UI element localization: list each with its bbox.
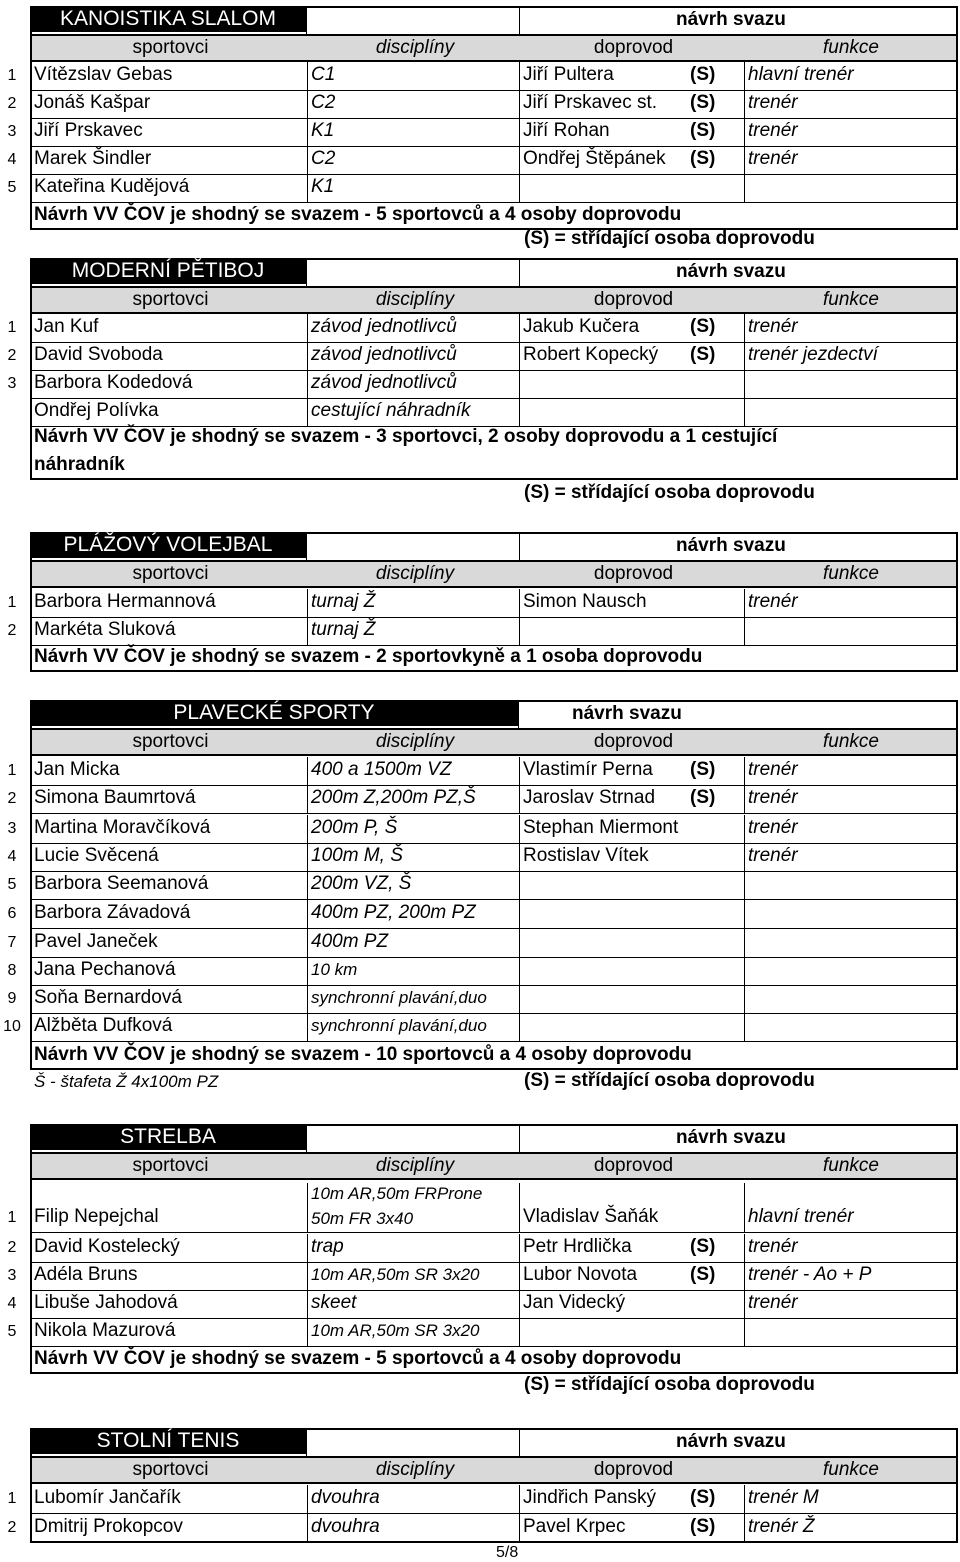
discipline: skeet (311, 1292, 357, 1313)
table-row (0, 1318, 960, 1346)
section-title: PLÁŽOVÝ VOLEJBAL (30, 532, 306, 558)
athlete-name: Lubomír Jančařík (34, 1487, 181, 1508)
row-number: 3 (7, 123, 17, 140)
section-title: PLAVECKÉ SPORTY (30, 700, 518, 726)
substitute-mark: (S) (690, 759, 716, 780)
athlete-name: Filip Nepejchal (34, 1206, 159, 1227)
table-row (0, 843, 960, 871)
table-row (0, 957, 960, 985)
header-funkce: funkce (823, 1459, 879, 1480)
section-title: STOLNÍ TENIS (30, 1428, 306, 1454)
substitute-mark: (S) (690, 1516, 716, 1537)
escort-name: Simon Nausch (523, 591, 647, 612)
header-sportovci: sportovci (132, 1459, 209, 1480)
table-row (0, 1290, 960, 1318)
athlete-name: Marek Šindler (34, 148, 152, 169)
header-funkce: funkce (823, 37, 879, 58)
discipline: závod jednotlivců (311, 316, 457, 337)
row-number: 3 (7, 375, 17, 392)
table-row (0, 398, 960, 426)
escort-role: trenér (748, 120, 798, 141)
discipline: 10 km (311, 960, 358, 979)
table-row (0, 370, 960, 398)
discipline: 10m AR,50m SR 3x20 (311, 1265, 480, 1284)
athlete-name: Martina Moravčíková (34, 817, 211, 838)
table-row (0, 617, 960, 645)
table-row (0, 1183, 960, 1232)
row-number: 1 (7, 319, 17, 336)
discipline: závod jednotlivců (311, 372, 457, 393)
row-number: 2 (7, 95, 17, 112)
escort-role: trenér (748, 787, 798, 808)
discipline: 100m M, Š (311, 845, 403, 866)
discipline: K1 (311, 176, 335, 197)
escort-role: trenér (748, 591, 798, 612)
row-number: 5 (7, 179, 17, 196)
header-funkce: funkce (823, 563, 879, 584)
row-number: 2 (7, 622, 17, 639)
athlete-name: Nikola Mazurová (34, 1320, 176, 1341)
athlete-name: Markéta Sluková (34, 619, 176, 640)
column-header-row (30, 728, 958, 756)
substitute-mark: (S) (690, 92, 716, 113)
table-row (0, 146, 960, 174)
escort-role: trenér Ž (748, 1516, 815, 1537)
table-row (0, 589, 960, 617)
athlete-name: Barbora Hermannová (34, 591, 216, 612)
header-funkce: funkce (823, 731, 879, 752)
escort-name: Ondřej Štěpánek (523, 148, 666, 169)
athlete-name: David Svoboda (34, 344, 163, 365)
escort-name: Lubor Novota (523, 1264, 638, 1285)
athlete-name: Kateřina Kudějová (34, 176, 190, 197)
discipline: 400m PZ, 200m PZ (311, 902, 476, 923)
header-sportovci: sportovci (132, 37, 209, 58)
substitute-mark: (S) (690, 1264, 716, 1285)
proposal-label: návrh svazu (572, 703, 682, 724)
discipline: 10m AR,50m FRProne (311, 1184, 483, 1203)
row-number: 8 (7, 962, 17, 979)
substitute-legend: (S) = střídající osoba doprovodu (524, 1070, 815, 1091)
substitute-legend: (S) = střídající osoba doprovodu (524, 482, 815, 503)
table-row (0, 62, 960, 90)
summary-text-line2: náhradník (34, 454, 125, 475)
discipline: dvouhra (311, 1516, 380, 1537)
table-row (0, 871, 960, 899)
section-title: STRELBA (30, 1124, 306, 1150)
substitute-mark: (S) (690, 787, 716, 808)
discipline: C2 (311, 148, 336, 169)
header-discipliny: disciplíny (375, 563, 455, 584)
substitute-mark: (S) (690, 1487, 716, 1508)
section-title: MODERNÍ PĚTIBOJ (30, 258, 306, 284)
escort-name: Jiří Pultera (523, 64, 614, 85)
escort-name: Jiří Rohan (523, 120, 610, 141)
column-header-row (30, 34, 958, 62)
summary-text: Návrh VV ČOV je shodný se svazem - 3 sportovci, 2 osoby doprovodu a 1 cestující (34, 426, 778, 447)
table-row (0, 1485, 960, 1513)
escort-role: trenér M (748, 1487, 819, 1508)
row-number: 2 (7, 790, 17, 807)
column-header-row (30, 286, 958, 314)
discipline: 400m PZ (311, 931, 389, 952)
discipline: 200m VZ, Š (311, 873, 412, 894)
discipline: 200m P, Š (311, 817, 398, 838)
summary-text: Návrh VV ČOV je shodný se svazem - 5 sportovců a 4 osoby doprovodu (34, 1348, 682, 1369)
athlete-name: Lucie Svěcená (34, 845, 159, 866)
header-funkce: funkce (823, 1155, 879, 1176)
substitute-mark: (S) (690, 1236, 716, 1257)
discipline: C2 (311, 92, 336, 113)
escort-role: trenér (748, 817, 798, 838)
column-header-row (30, 560, 958, 588)
header-discipliny: disciplíny (375, 1459, 455, 1480)
summary-text: Návrh VV ČOV je shodný se svazem - 2 sportovkyně a 1 osoba doprovodu (34, 646, 703, 667)
athlete-name: Alžběta Dufková (34, 1015, 173, 1036)
athlete-name: Dmitrij Prokopcov (34, 1516, 183, 1537)
table-row (0, 900, 960, 928)
discipline: 200m Z,200m PZ,Š (311, 787, 476, 808)
row-number: 5 (7, 876, 17, 893)
table-row (0, 90, 960, 118)
escort-role: hlavní trenér (748, 64, 854, 85)
row-number: 10 (3, 1018, 21, 1035)
header-sportovci: sportovci (132, 1155, 209, 1176)
escort-name: Vladislav Šaňák (523, 1206, 659, 1227)
row-number: 1 (7, 1209, 17, 1226)
row-number: 1 (7, 1490, 17, 1507)
escort-name: Jiří Prskavec st. (523, 92, 658, 113)
table-row (0, 757, 960, 785)
escort-role: trenér (748, 148, 798, 169)
discipline: turnaj Ž (311, 591, 376, 612)
discipline: závod jednotlivců (311, 344, 457, 365)
table-row (0, 1514, 960, 1542)
athlete-name: Barbora Seemanová (34, 873, 209, 894)
substitute-mark: (S) (690, 120, 716, 141)
escort-role: trenér (748, 1292, 798, 1313)
row-number: 4 (7, 1295, 17, 1312)
discipline: cestující náhradník (311, 400, 471, 421)
escort-name: Jakub Kučera (523, 316, 640, 337)
escort-name: Stephan Miermont (523, 817, 679, 838)
discipline: 400 a 1500m VZ (311, 759, 452, 780)
table-row (0, 785, 960, 813)
header-doprovod: doprovod (593, 1459, 674, 1480)
proposal-label: návrh svazu (676, 9, 786, 30)
discipline: C1 (311, 64, 336, 85)
discipline-line2: 50m FR 3x40 (311, 1209, 414, 1228)
substitute-mark: (S) (690, 64, 716, 85)
header-discipliny: disciplíny (375, 289, 455, 310)
table-row (0, 314, 960, 342)
column-header-row (30, 1152, 958, 1180)
escort-name: Pavel Krpec (523, 1516, 626, 1537)
proposal-label: návrh svazu (676, 1127, 786, 1148)
athlete-name: Jiří Prskavec (34, 120, 143, 141)
athlete-name: Soňa Bernardová (34, 987, 182, 1008)
table-row (0, 1013, 960, 1041)
athlete-name: Pavel Janeček (34, 931, 158, 952)
row-number: 1 (7, 67, 17, 84)
discipline: synchronní plavání,duo (311, 1016, 487, 1035)
header-doprovod: doprovod (593, 563, 674, 584)
escort-role: trenér (748, 316, 798, 337)
header-discipliny: disciplíny (375, 37, 455, 58)
escort-name: Jindřich Panský (523, 1487, 657, 1508)
table-row (0, 1262, 960, 1290)
athlete-name: Jonáš Kašpar (34, 92, 151, 113)
substitute-mark: (S) (690, 344, 716, 365)
substitute-legend: (S) = střídající osoba doprovodu (524, 228, 815, 249)
athlete-name: Jan Micka (34, 759, 120, 780)
row-number: 3 (7, 1267, 17, 1284)
escort-role: trenér (748, 92, 798, 113)
proposal-label: návrh svazu (676, 261, 786, 282)
table-row (0, 342, 960, 370)
header-sportovci: sportovci (132, 563, 209, 584)
escort-role: trenér (748, 845, 798, 866)
escort-name: Petr Hrdlička (523, 1236, 632, 1257)
header-sportovci: sportovci (132, 731, 209, 752)
row-number: 1 (7, 762, 17, 779)
header-doprovod: doprovod (593, 289, 674, 310)
header-discipliny: disciplíny (375, 731, 455, 752)
header-discipliny: disciplíny (375, 1155, 455, 1176)
athlete-name: Barbora Závadová (34, 902, 191, 923)
substitute-mark: (S) (690, 316, 716, 337)
escort-name: Jan Videcký (523, 1292, 626, 1313)
substitute-mark: (S) (690, 148, 716, 169)
relay-note: Š - štafeta Ž 4x100m PZ (34, 1072, 219, 1091)
athlete-name: Jana Pechanová (34, 959, 176, 980)
escort-role: trenér (748, 759, 798, 780)
discipline: 10m AR,50m SR 3x20 (311, 1321, 480, 1340)
athlete-name: David Kostelecký (34, 1236, 180, 1257)
discipline: trap (311, 1236, 344, 1257)
table-row (0, 118, 960, 146)
escort-role: trenér - Ao + P (748, 1264, 872, 1285)
discipline: dvouhra (311, 1487, 380, 1508)
escort-name: Vlastimír Perna (523, 759, 653, 780)
table-row (0, 985, 960, 1013)
row-number: 7 (7, 934, 17, 951)
athlete-name: Vítězslav Gebas (34, 64, 173, 85)
athlete-name: Libuše Jahodová (34, 1292, 178, 1313)
escort-role: trenér (748, 1236, 798, 1257)
athlete-name: Ondřej Polívka (34, 400, 159, 421)
header-doprovod: doprovod (593, 1155, 674, 1176)
summary-text: Návrh VV ČOV je shodný se svazem - 5 sportovců a 4 osoby doprovodu (34, 204, 682, 225)
row-number: 9 (7, 990, 17, 1007)
table-row (0, 929, 960, 957)
header-doprovod: doprovod (593, 731, 674, 752)
header-doprovod: doprovod (593, 37, 674, 58)
discipline: K1 (311, 120, 335, 141)
page-number: 5/8 (496, 1544, 519, 1561)
row-number: 4 (7, 848, 17, 865)
athlete-name: Adéla Bruns (34, 1264, 138, 1285)
athlete-name: Barbora Kodedová (34, 372, 193, 393)
column-header-row (30, 1456, 958, 1484)
row-number: 5 (7, 1323, 17, 1340)
row-number: 4 (7, 151, 17, 168)
table-row (0, 815, 960, 843)
proposal-label: návrh svazu (676, 1431, 786, 1452)
discipline: synchronní plavání,duo (311, 988, 487, 1007)
header-funkce: funkce (823, 289, 879, 310)
row-number: 6 (7, 905, 17, 922)
row-number: 1 (7, 594, 17, 611)
substitute-legend: (S) = střídající osoba doprovodu (524, 1374, 815, 1395)
proposal-label: návrh svazu (676, 535, 786, 556)
discipline: turnaj Ž (311, 619, 376, 640)
summary-text: Návrh VV ČOV je shodný se svazem - 10 sportovců a 4 osoby doprovodu (34, 1044, 692, 1065)
section-title: KANOISTIKA SLALOM (30, 6, 306, 32)
row-number: 2 (7, 1239, 17, 1256)
row-number: 2 (7, 1519, 17, 1536)
row-number: 2 (7, 347, 17, 364)
header-sportovci: sportovci (132, 289, 209, 310)
table-row (0, 174, 960, 202)
escort-role: trenér jezdectví (748, 344, 878, 365)
table-row (0, 1234, 960, 1262)
athlete-name: Simona Baumrtová (34, 787, 196, 808)
escort-name: Jaroslav Strnad (523, 787, 656, 808)
athlete-name: Jan Kuf (34, 316, 99, 337)
escort-name: Robert Kopecký (523, 344, 659, 365)
row-number: 3 (7, 820, 17, 837)
escort-name: Rostislav Vítek (523, 845, 649, 866)
escort-role: hlavní trenér (748, 1206, 854, 1227)
